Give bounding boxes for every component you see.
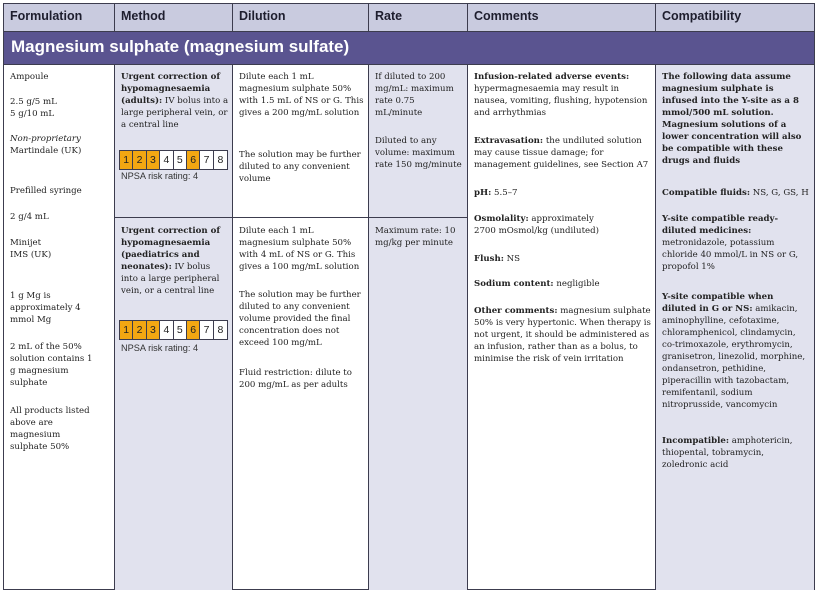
comments-adverse-events: Infusion-related adverse events: hypermagnesaemia may result in nausea, vomiting, flushing, hypotension and arrhythmias bbox=[474, 72, 648, 118]
npsa-risk-rating-adults: NPSA risk rating: 4 bbox=[121, 171, 199, 181]
formulation-solution-note: 2 mL of the 50% solution contains 1 g magnesium sulphate bbox=[10, 342, 93, 388]
formulation-strength-3: 2 g/4 mL bbox=[10, 212, 49, 222]
monograph-table bbox=[3, 3, 815, 590]
compatibility-column bbox=[656, 65, 814, 590]
method-column bbox=[115, 65, 233, 590]
dilution-column bbox=[233, 65, 369, 590]
npsa-box-8: 8 bbox=[214, 321, 227, 339]
comments-extravasation: Extravasation: the undiluted solution may cause tissue damage; for management guidelines, see Section A7 bbox=[474, 136, 649, 170]
formulation-products-note: All products listed above are magnesium sulphate 50% bbox=[10, 406, 90, 452]
rate-adults-2: Diluted to any volume: maximum rate 150 mg/minute bbox=[375, 136, 462, 170]
formulation-strength-1: 2.5 g/5 mL bbox=[10, 97, 57, 107]
npsa-box-2: 2 bbox=[133, 151, 146, 169]
npsa-box-1: 1 bbox=[120, 151, 133, 169]
npsa-risk-boxes-paeds bbox=[119, 320, 228, 340]
drug-title-bar bbox=[4, 32, 814, 65]
compat-diluted-g-ns: Y-site compatible when diluted in G or NS: amikacin, aminophylline, cefotaxime, chloramphenicol, clindamycin, co-trimoxazole, erythromycin, granisetron, linezolid, morphine, ondansetron, pethidine, piperacillin with tazobactam, remifentanil, sodium nitroprusside, vancomycin bbox=[662, 292, 806, 410]
npsa-box-3: 3 bbox=[147, 151, 160, 169]
dilution-adults-2: The solution may be further diluted to any convenient volume bbox=[239, 150, 361, 184]
npsa-box-7: 7 bbox=[200, 151, 213, 169]
method-paeds-text: Urgent correction of hypomagnesaemia (paediatrics and neonates): IV bolus into a large peripheral vein, or a central line bbox=[121, 226, 221, 296]
header-rate: Rate bbox=[369, 4, 468, 31]
comments-column bbox=[468, 65, 656, 590]
npsa-box-4: 4 bbox=[160, 151, 173, 169]
subrow-divider-rate bbox=[369, 217, 468, 218]
npsa-box-7: 7 bbox=[200, 321, 213, 339]
comments-sodium: Sodium content: negligible bbox=[474, 279, 600, 289]
rate-adults-1: If diluted to 200 mg/mL: maximum rate 0.75 mL/minute bbox=[375, 72, 454, 118]
npsa-box-4: 4 bbox=[160, 321, 173, 339]
dilution-paeds-3: Fluid restriction: dilute to 200 mg/mL as per adults bbox=[239, 368, 352, 390]
comments-flush: Flush: NS bbox=[474, 254, 521, 264]
rate-paeds-1: Maximum rate: 10 mg/kg per minute bbox=[375, 226, 456, 248]
header-dilution: Dilution bbox=[233, 4, 369, 31]
rate-column bbox=[369, 65, 468, 590]
header-method: Method bbox=[115, 4, 233, 31]
header-row bbox=[4, 4, 814, 32]
npsa-box-6: 6 bbox=[187, 321, 200, 339]
comments-other: Other comments: magnesium sulphate 50% is very hypertonic. When therapy is not urgent, it should be administered as an infusion, rather than as a bolus, to minimise the risk of vein irritation bbox=[474, 306, 651, 364]
method-adults-text: Urgent correction of hypomagnesaemia (adults): IV bolus into a large peripheral vein, or a central line bbox=[121, 72, 229, 130]
npsa-risk-boxes-adults bbox=[119, 150, 228, 170]
compat-incompatible: Incompatible: amphotericin, thiopental, tobramycin, zoledronic acid bbox=[662, 436, 793, 470]
formulation-manufacturer-1: Martindale (UK) bbox=[10, 146, 82, 156]
dilution-adults-1: Dilute each 1 mL magnesium sulphate 50% with 1.5 mL of NS or G. This gives a 200 mg/mL solution bbox=[239, 72, 364, 118]
npsa-risk-rating-paeds: NPSA risk rating: 4 bbox=[121, 343, 199, 353]
npsa-box-1: 1 bbox=[120, 321, 133, 339]
compat-fluids: Compatible fluids: NS, G, GS, H bbox=[662, 188, 809, 198]
npsa-box-8: 8 bbox=[214, 151, 227, 169]
comments-osmolality: Osmolality: approximately 2700 mOsmol/kg (undiluted) bbox=[474, 214, 599, 236]
compat-intro: The following data assume magnesium sulphate is infused into the Y-site as a 8 mmol/500 mL solution. Magnesium solutions of a lower concentration will also be compatible with these drugs and fluids bbox=[662, 72, 802, 166]
formulation-minijet: Minijet bbox=[10, 238, 42, 248]
compat-ready-diluted: Y-site compatible ready-diluted medicines: metronidazole, potassium chloride 40 mmol/L in NS or G, propofol 1% bbox=[662, 214, 799, 272]
comments-ph: pH: 5.5–7 bbox=[474, 188, 518, 198]
formulation-mg-note: 1 g Mg is approximately 4 mmol Mg bbox=[10, 291, 81, 325]
formulation-strength-2: 5 g/10 mL bbox=[10, 109, 55, 119]
drug-title: Magnesium sulphate (magnesium sulfate) bbox=[11, 37, 350, 56]
formulation-column bbox=[4, 65, 115, 590]
subrow-divider-method-dilution bbox=[115, 217, 369, 218]
npsa-box-5: 5 bbox=[174, 151, 187, 169]
formulation-prefilled: Prefilled syringe bbox=[10, 186, 82, 196]
header-formulation: Formulation bbox=[4, 4, 115, 31]
npsa-box-6: 6 bbox=[187, 151, 200, 169]
formulation-manufacturer-2: IMS (UK) bbox=[10, 250, 52, 260]
npsa-box-2: 2 bbox=[133, 321, 146, 339]
header-comments: Comments bbox=[468, 4, 656, 31]
npsa-box-3: 3 bbox=[147, 321, 160, 339]
dilution-paeds-1: Dilute each 1 mL magnesium sulphate 50% with 4 mL of NS or G. This gives a 100 mg/mL solution bbox=[239, 226, 360, 272]
formulation-nonproprietary: Non-proprietary bbox=[10, 134, 81, 144]
dilution-paeds-2: The solution may be further diluted to any convenient volume provided the final concentration does not exceed 100 mg/mL bbox=[239, 290, 361, 348]
header-compatibility: Compatibility bbox=[662, 9, 742, 23]
npsa-box-5: 5 bbox=[174, 321, 187, 339]
formulation-ampoule: Ampoule bbox=[10, 72, 49, 82]
